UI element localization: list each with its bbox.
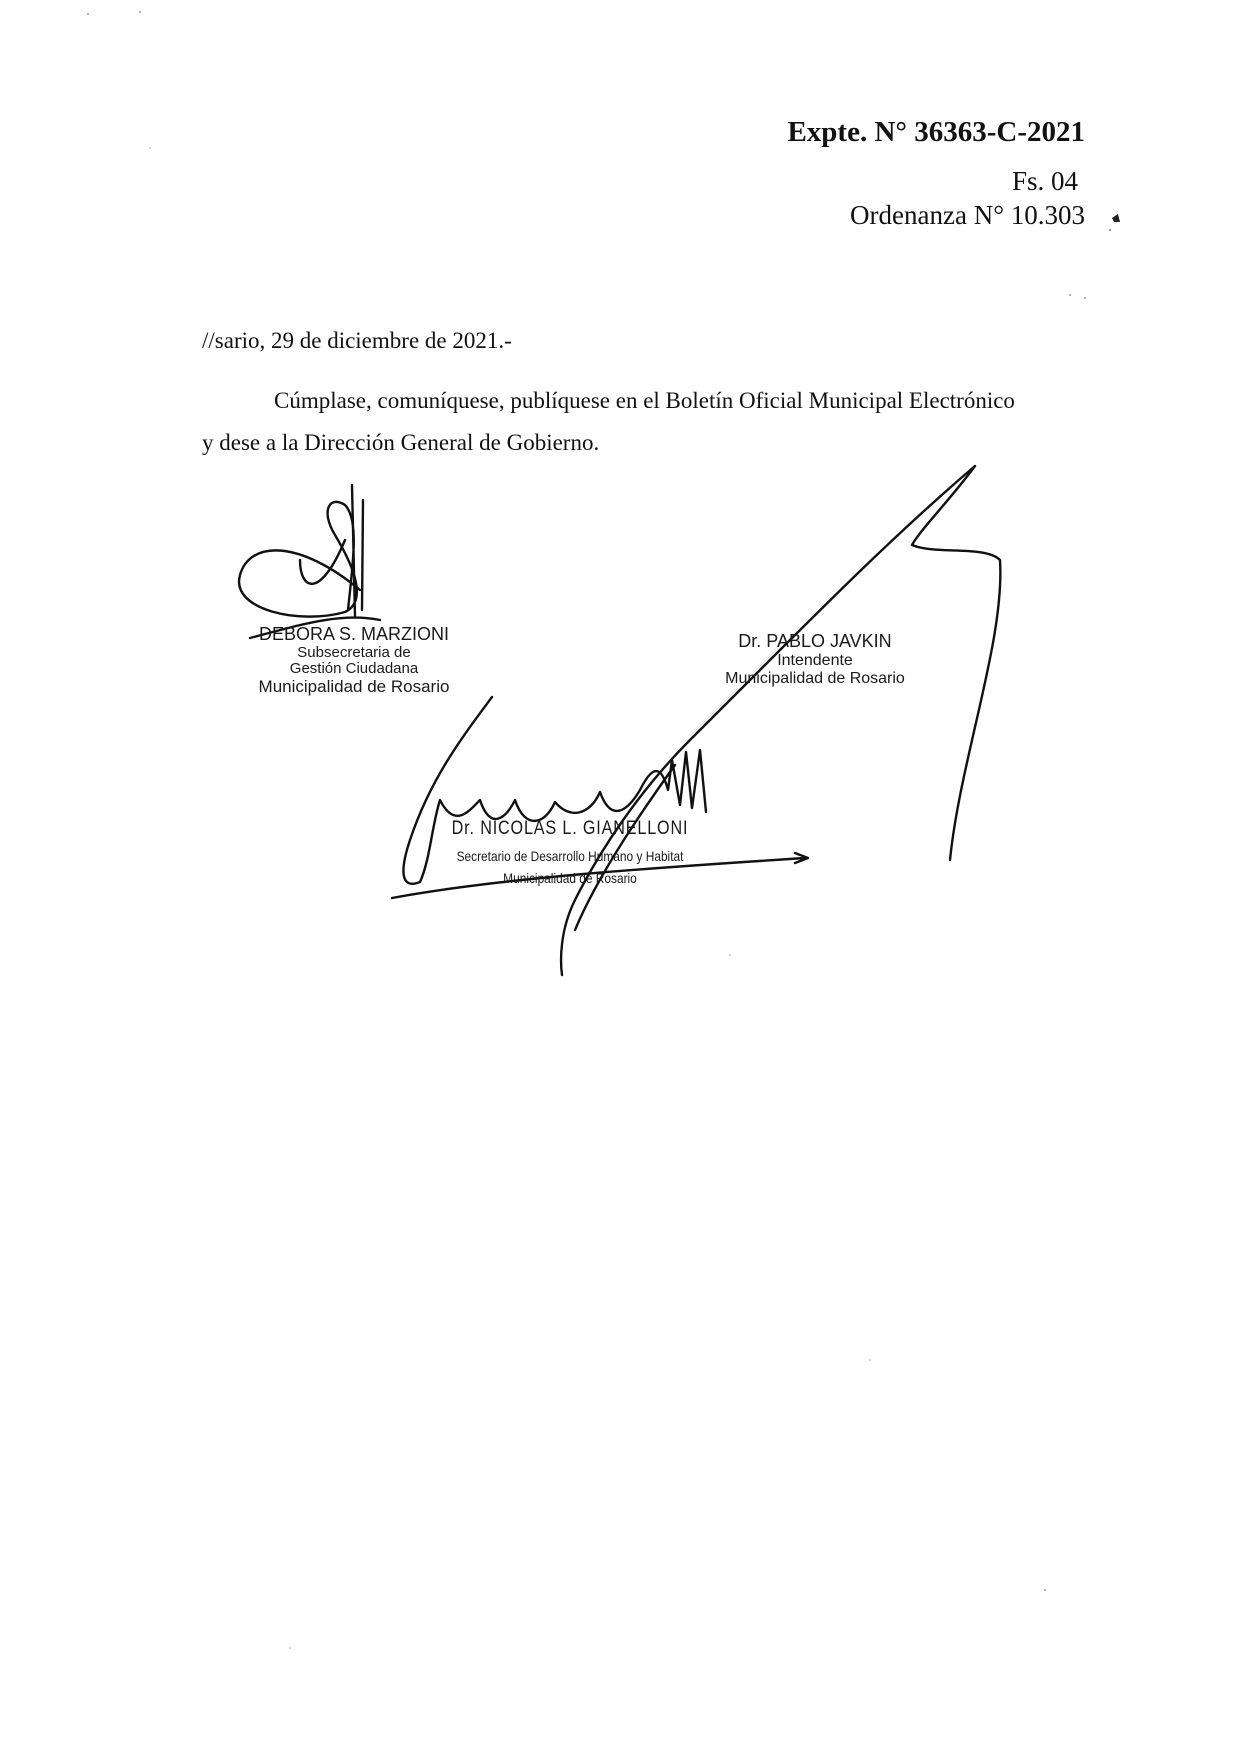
signatory-name: Dr. PABLO JAVKIN (738, 631, 892, 651)
signatory-institution: Municipalidad de Rosario (503, 870, 637, 886)
decree-paragraph-line-2: y dese a la Dirección General de Gobierno. (202, 430, 600, 455)
decree-paragraph-line-1: Cúmplase, comuníquese, publíquese en el Boletín Oficial Municipal Electrónico (274, 388, 1015, 413)
signatory-title: Secretario de Desarrollo Humano y Habitat (456, 848, 684, 864)
signatory-institution: Municipalidad de Rosario (725, 670, 905, 687)
signatory-title: Gestión Ciudadana (289, 660, 419, 677)
date-line: //sario, 29 de diciembre de 2021.- (202, 328, 512, 353)
signatory-institution: Municipalidad de Rosario (258, 677, 450, 696)
signatory-name: DEBORA S. MARZIONI (258, 624, 450, 644)
expediente-number: Expte. N° 36363-C-2021 (787, 116, 1085, 148)
signatory-name: Dr. NICOLAS L. GIANELLONI (451, 818, 689, 839)
ordenanza-number: Ordenanza N° 10.303 (850, 200, 1085, 230)
signatory-title: Subsecretaria de (297, 644, 411, 661)
fojas-number: Fs. 04 (1011, 166, 1078, 196)
signatory-title: Intendente (777, 652, 853, 669)
